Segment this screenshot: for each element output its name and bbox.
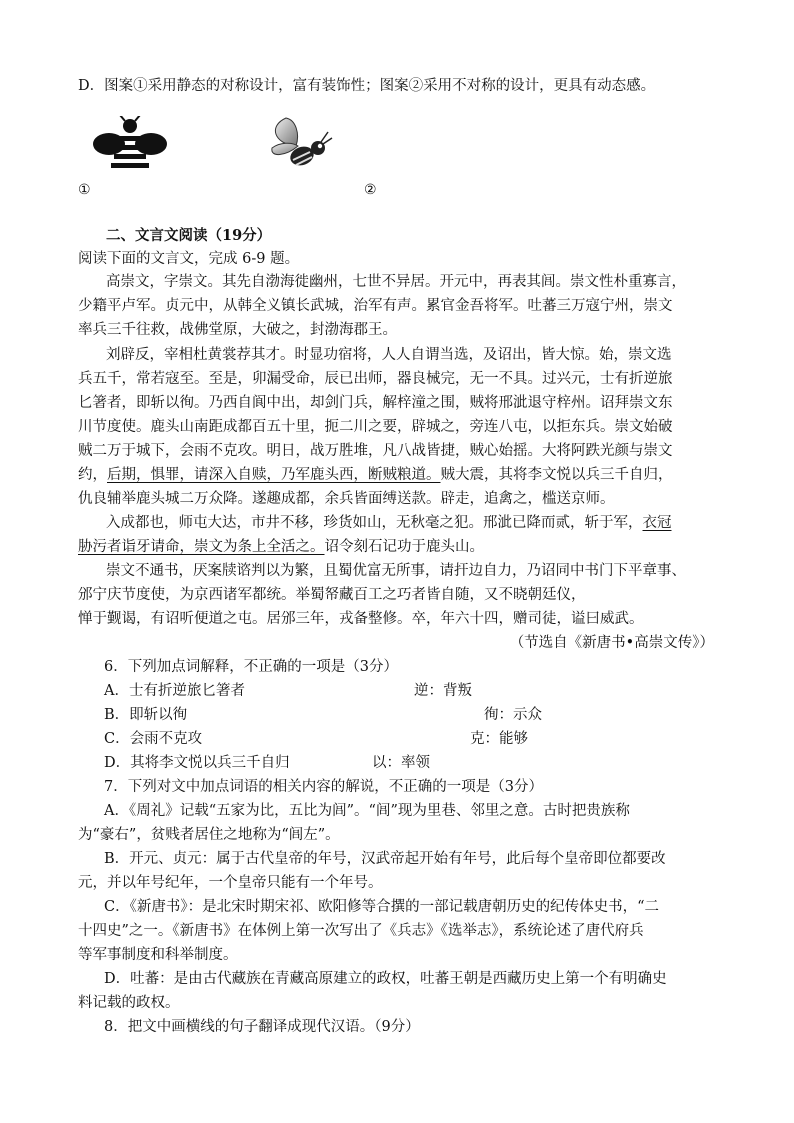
passage-line: 率兵三千往救，战佛堂原，大破之，封渤海郡王。 (78, 322, 397, 338)
q6-option-a-answer: 逆：背叛 (414, 683, 472, 699)
q7-option-a-cont: 为“豪右”，贫贱者居住之地称为“闾左”。 (78, 827, 340, 843)
passage-text: 约， (78, 467, 107, 483)
passage-text: 诏令刻石记功于鹿头山。 (324, 539, 484, 555)
q7-option-c-cont: 十四史”之一。《新唐书》在体例上第一次写出了《兵志》《选举志》，系统论述了唐代府兵 (78, 923, 644, 939)
passage-line: 刘辟反，宰相杜黄裳荐其才。时显功宿将，人人自谓当选，及诏出，皆大惊。始，崇文选 (106, 347, 672, 363)
q6-option-d-answer: 以：率领 (372, 755, 430, 771)
figure-label-2: ② (364, 182, 377, 198)
bee-icon (92, 116, 168, 176)
figure-label-1: ① (78, 182, 91, 198)
option-d-statement: D．图案①采用静态的对称设计，富有装饰性；图案②采用不对称的设计，更具有动态感。 (78, 78, 656, 94)
passage-text: 入成都也，师屯大达，市井不移，珍货如山，无秋毫之犯。邢泚已降而贰，斩于军， (106, 515, 643, 531)
passage-source: （节选自《新唐书•高崇文传》） (509, 635, 714, 651)
q7-option-c-cont: 等军事制度和科举制度。 (78, 947, 238, 963)
passage-line: 川节度使。鹿头山南距成都百五十里，扼二川之要，辟城之，旁连八屯，以拒东兵。崇文始破 (78, 419, 673, 435)
q6-option-a: A．士有折逆旅匕箸者 (104, 683, 245, 699)
passage-line: 少籍平卢军。贞元中，从韩全义镇长武城，治军有声。累官金吾将军。吐蕃三万寇宁州，崇文 (78, 298, 673, 314)
q6-option-c-answer: 克：能够 (470, 731, 528, 747)
passage-line: 仇良辅举鹿头城二万众降。遂趣成都，余兵皆面缚送款。辟走，追禽之，槛送京师。 (78, 491, 615, 507)
passage-line: 崇文不通书，厌案牍谘判以为繁，且蜀优富无所事，请扞边自力，乃诏同中书门下平章事、 (106, 563, 686, 579)
q6-option-b-answer: 徇：示众 (484, 707, 542, 723)
passage-line: 匕箸者，即斩以徇。乃西自阆中出，却剑门兵，解梓潼之围，贼将邢泚退守梓州。诏拜崇文东 (78, 395, 673, 411)
underlined-sentence-1: 后期，惧罪，请深入自赎，乃军鹿头西，断贼粮道。 (107, 467, 441, 483)
passage-line: 兵五千，常若寇至。至是，卯漏受命，辰已出师，器良械完，无一不具。过兴元，士有折逆旅 (78, 371, 673, 387)
underlined-sentence-2b: 胁污者诣牙请命，崇文为条上全活之。 (78, 539, 325, 555)
q7-option-c: C．《新唐书》：是北宋时期宋祁、欧阳修等合撰的一部记载唐朝历史的纪传体史书，“二 (104, 899, 660, 915)
q7-option-a: A．《周礼》记载“五家为比，五比为闾”。“闾”现为里巷、邻里之意。古时把贵族称 (104, 803, 630, 819)
q6-option-c: C．会雨不克攻 (104, 731, 203, 747)
passage-line-mixed (78, 465, 673, 485)
passage-line: 惮于觐谒，有诏听便道之屯。居邠三年，戎备整修。卒，年六十四，赠司徒，谥曰威武。 (78, 611, 644, 627)
passage-line: 贼二万于城下，会雨不克攻。明日，战万胜堆，凡八战皆捷，贼心始摇。大将阿跌光颜与崇文 (78, 443, 673, 459)
q7-option-d-cont: 料记载的政权。 (78, 995, 180, 1011)
passage-line-mixed (106, 513, 672, 533)
passage-text: 贼大震，其将李文悦以兵三千自归， (440, 467, 673, 483)
passage-line-mixed (78, 537, 484, 557)
underlined-sentence-2a: 衣冠 (642, 515, 672, 531)
q8-stem: 8．把文中画横线的句子翻译成现代汉语。（9分） (104, 1019, 420, 1035)
passage-line: 高崇文，字崇文。其先自渤海徙幽州，七世不异居。开元中，再表其闾。崇文性朴重寡言， (106, 274, 686, 290)
q6-option-b: B．即斩以徇 (104, 707, 188, 723)
q6-stem: 6．下列加点词解释，不正确的一项是（3分） (104, 659, 398, 675)
q6-option-d: D．其将李文悦以兵三千自归 (104, 755, 290, 771)
q7-stem: 7．下列对文中加点词语的相关内容的解说，不正确的一项是（3分） (104, 779, 543, 795)
passage-line: 邠宁庆节度使，为京西诸军都统。举蜀帑藏百工之巧者皆自随，又不晓朝廷仪， (78, 587, 586, 603)
q7-option-d: D．吐蕃：是由古代藏族在青藏高原建立的政权，吐蕃王朝是西藏历史上第一个有明确史 (104, 971, 667, 987)
section-title: 二、文言文阅读（19分） (106, 227, 272, 244)
q7-option-b: B．开元、贞元：属于古代皇帝的年号，汉武帝起开始有年号，此后每个皇帝即位都要改 (104, 851, 666, 867)
wasp-icon (266, 116, 334, 176)
instruction: 阅读下面的文言文，完成 6-9 题。 (78, 251, 300, 267)
q7-option-b-cont: 元，并以年号纪年，一个皇帝只能有一个年号。 (78, 875, 383, 891)
